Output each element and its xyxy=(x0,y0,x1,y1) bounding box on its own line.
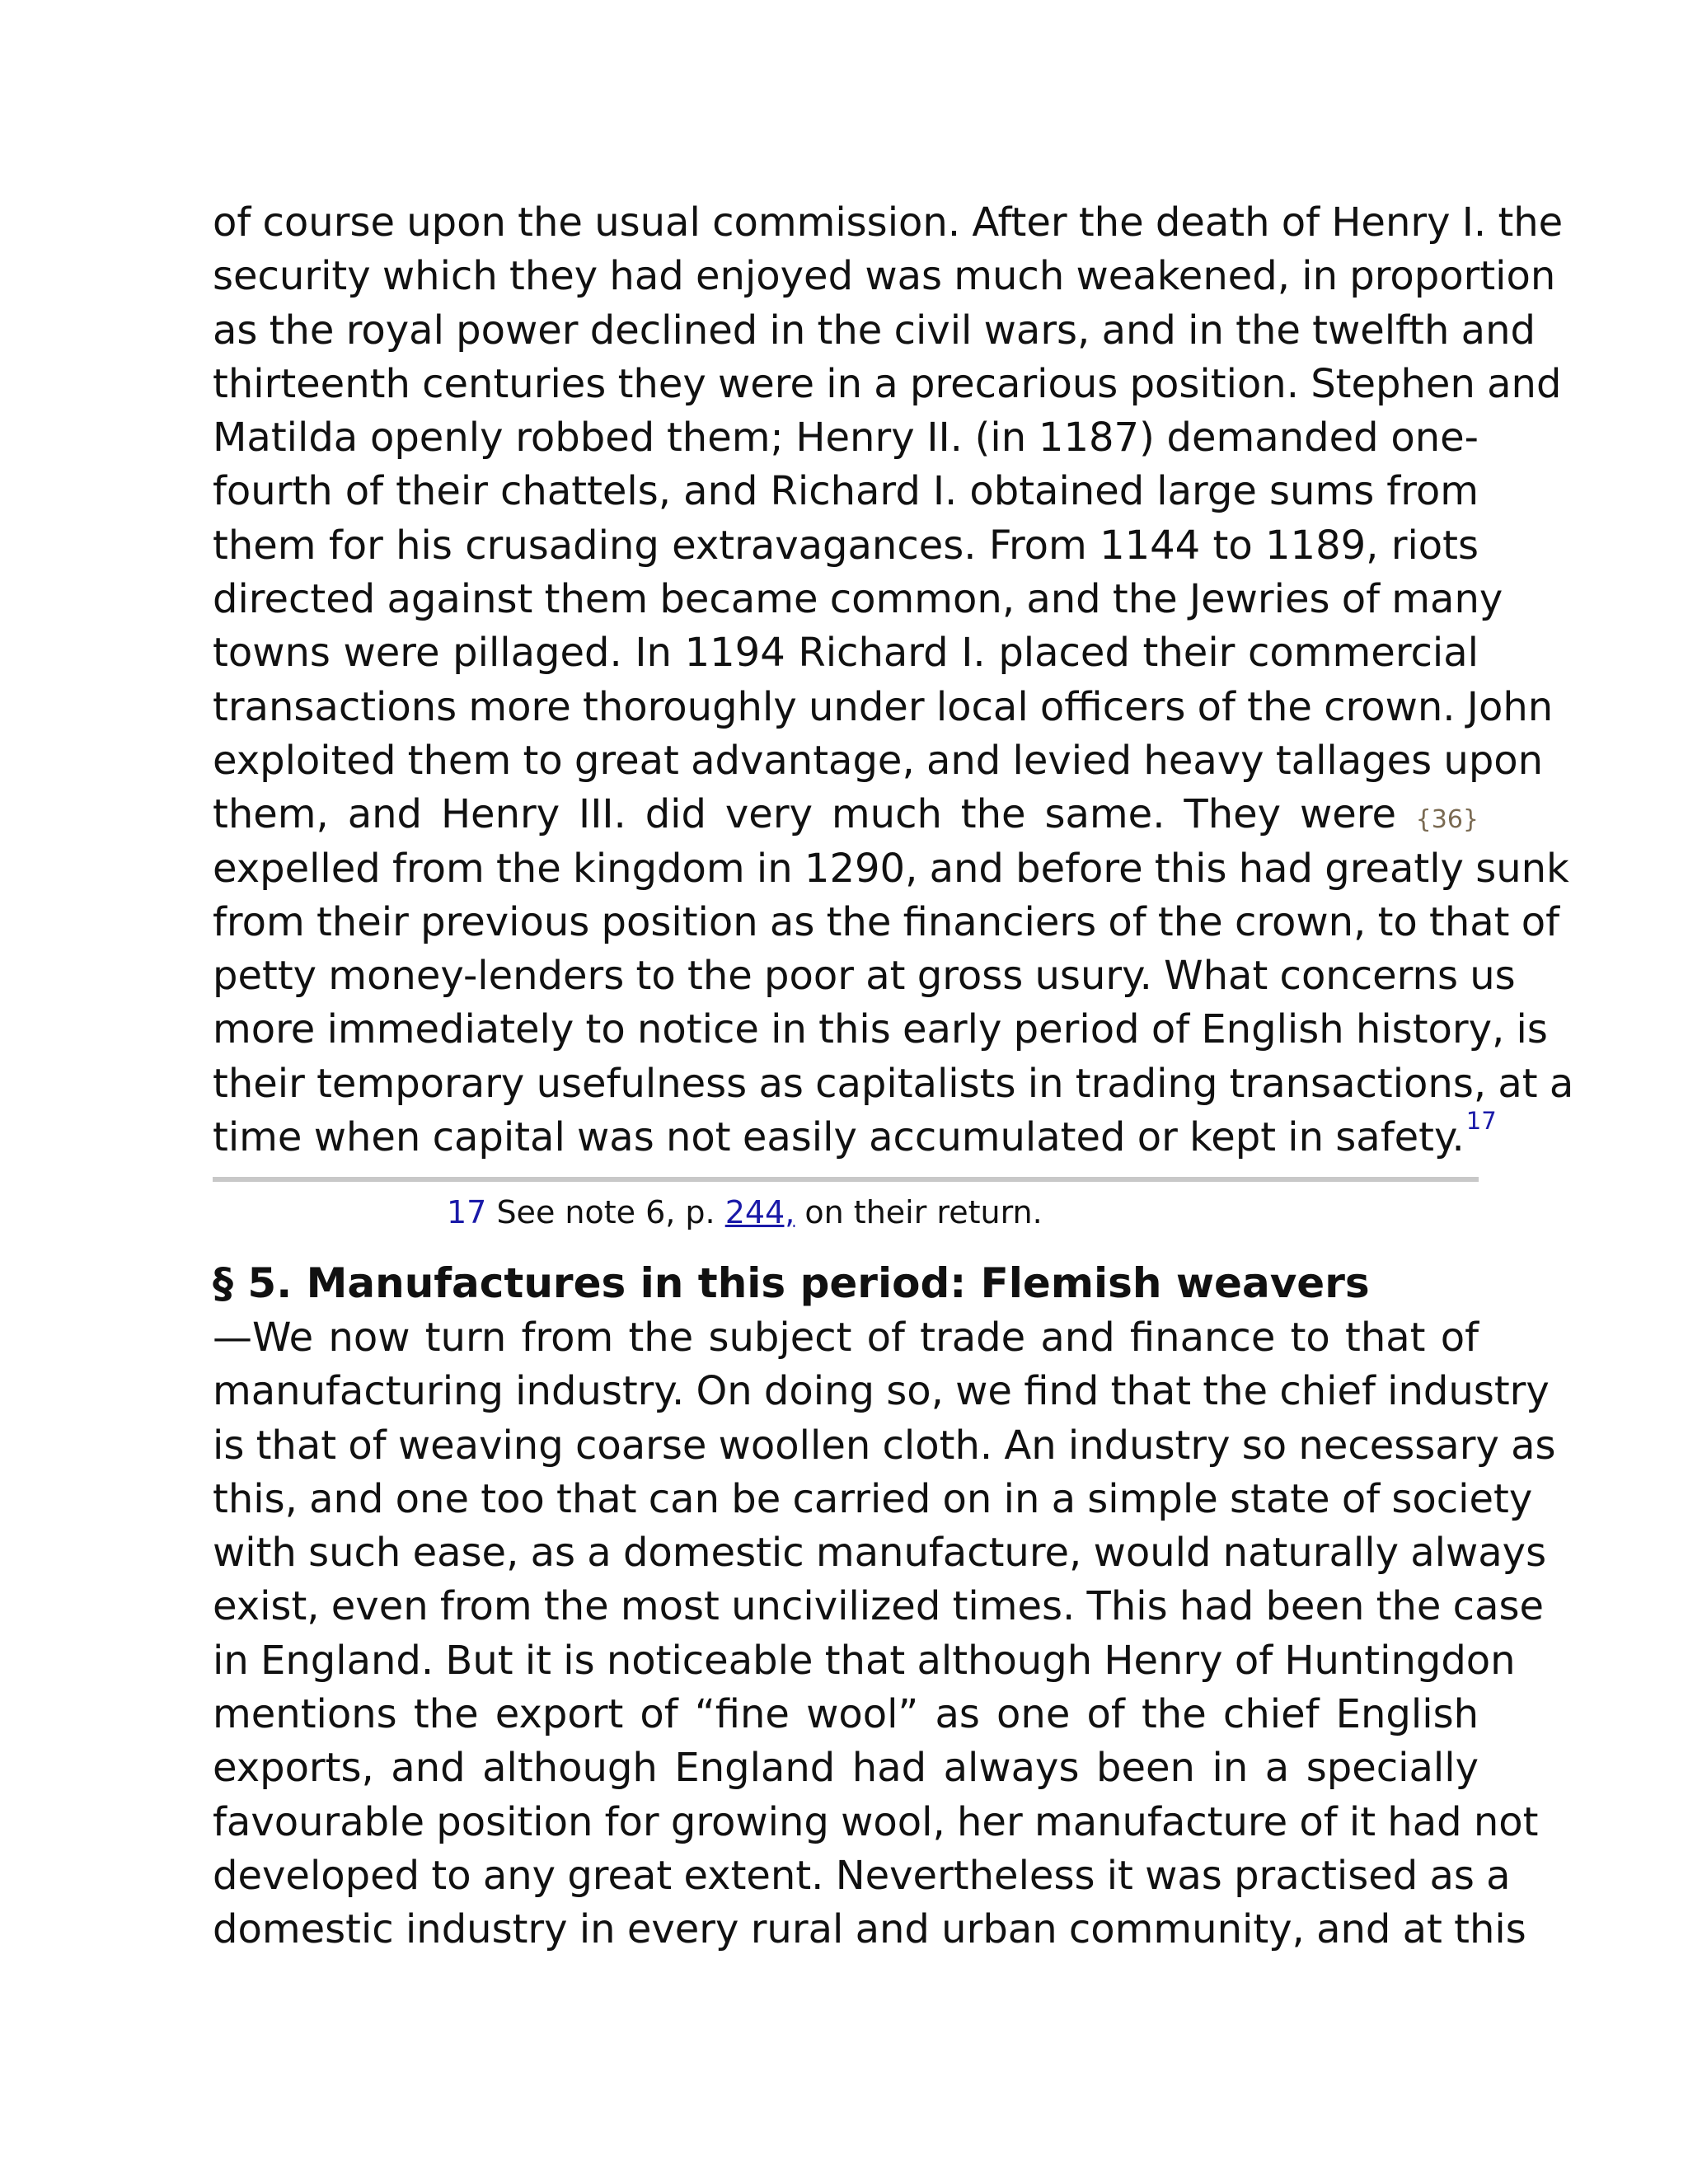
text-line: favourable position for growing wool, her manufacture of it had not xyxy=(213,1798,1539,1845)
section-heading: § 5. Manufactures in this period: Flemish weavers xyxy=(213,1259,1370,1307)
text-line: —We now turn from the subject of trade and finance to that of xyxy=(213,1315,1479,1361)
text-line: as the royal power declined in the civil wars, and in the twelfth and xyxy=(213,307,1536,354)
text-line: transactions more thoroughly under local officers of the crown. John xyxy=(213,683,1554,730)
text-line: directed against them became common, and the Jewries of many xyxy=(213,576,1503,623)
text-line-last xyxy=(213,1107,1497,1165)
page-number-marker: {36} xyxy=(1415,805,1479,835)
footnote-page-link[interactable]: 244, xyxy=(724,1194,795,1230)
text-line: domestic industry in every rural and urban community, and at this xyxy=(213,1906,1526,1953)
text-line: petty money-lenders to the poor at gross usury. What concerns us xyxy=(213,953,1516,1000)
footnote xyxy=(447,1192,1043,1233)
text-line: them for his crusading extravagances. From 1144 to 1189, riots xyxy=(213,522,1479,569)
text-line: their temporary usefulness as capitalists in trading transactions, at a xyxy=(213,1060,1574,1107)
text-line: fourth of their chattels, and Richard I. obtained large sums from xyxy=(213,468,1479,515)
text-line: of course upon the usual commission. After the death of Henry I. the xyxy=(213,199,1564,246)
text-line: with such ease, as a domestic manufacture, would naturally always xyxy=(213,1530,1547,1577)
text-line: is that of weaving coarse woollen cloth. An industry so necessary as xyxy=(213,1422,1556,1469)
text-line: Matilda openly robbed them; Henry II. (in 1187) demanded one- xyxy=(213,415,1479,462)
text-line: exist, even from the most uncivilized times. This had been the case xyxy=(213,1583,1545,1630)
footnote-number-link[interactable]: 17 xyxy=(447,1194,487,1230)
text-line: exploited them to great advantage, and levied heavy tallages upon xyxy=(213,737,1544,784)
text-line: thirteenth centuries they were in a precarious position. Stephen and xyxy=(213,360,1562,407)
book-page xyxy=(213,196,1574,1953)
text-line: expelled from the kingdom in 1290, and before this had greatly sunk xyxy=(213,845,1569,892)
body-paragraph-2 xyxy=(213,1311,1556,1957)
footnote-text: See note 6, p. xyxy=(486,1194,725,1230)
text-line: developed to any great extent. Nevertheless it was practised as a xyxy=(213,1852,1511,1899)
footnote-text-end: on their return. xyxy=(795,1194,1043,1230)
footnote-divider xyxy=(213,1177,1479,1182)
text-line: from their previous position as the financiers of the crown, to that of xyxy=(213,898,1560,945)
text-line-with-page-marker xyxy=(213,788,1479,841)
text-line: exports, and although England had always been in a specially xyxy=(213,1745,1479,1792)
text-line: this, and one too that can be carried on in a simple state of society xyxy=(213,1475,1533,1522)
text-line: mentions the export of “fine wool” as one of the chief English xyxy=(213,1691,1479,1738)
text-line: security which they had enjoyed was much weakened, in proportion xyxy=(213,253,1556,300)
text-line: more immediately to notice in this early period of English history, is xyxy=(213,1006,1548,1053)
text-line-content: time when capital was not easily accumulated or kept in safety. xyxy=(213,1114,1465,1161)
text-line: towns were pillaged. In 1194 Richard I. placed their commercial xyxy=(213,630,1479,677)
footnote-reference-link[interactable]: 17 xyxy=(1465,1107,1497,1136)
text-line: manufacturing industry. On doing so, we find that the chief industry xyxy=(213,1368,1550,1415)
text-line-content: them, and Henry III. did very much the same. They were xyxy=(213,791,1396,838)
body-paragraph-1 xyxy=(213,196,1574,1165)
text-line: in England. But it is noticeable that although Henry of Huntingdon xyxy=(213,1637,1516,1684)
